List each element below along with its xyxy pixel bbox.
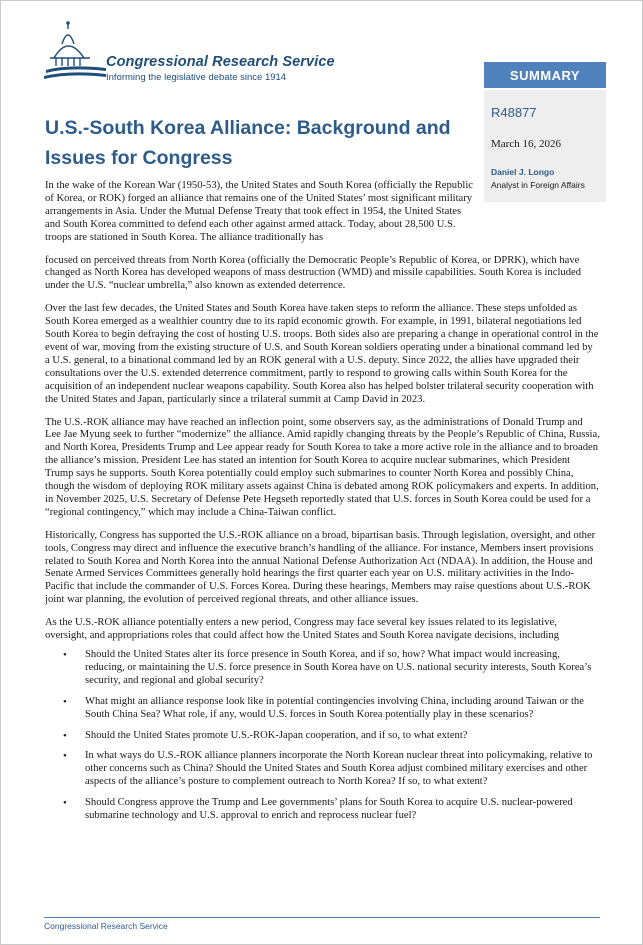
list-item: • What might an alliance response look like in potential contingencies involving China, including around Taiwan or the South China Sea? What role, if any, would U.S. forces in South Korea potentially play in these scenarios? — [85, 696, 600, 722]
paragraph-reforms: Over the last few decades, the United States and South Korea have taken steps to reform the alliance. These steps unfolded as South Korea emerged as a wealthier country due to its rapid economic growth. For example, in 1991, bilateral negotiations led South Korea to begin defraying the cost of hosting U.S. troops. Both sides also are preparing a change in operational control in the event of war, moving from the existing structure of U.S. and South Korean soldiers operating under a binational command led by a U.S. general, to a binational command led by an ROK general with a U.S. deputy. Since 2022, the allies have upgraded their consultations over the U.S. extended deterrence commitment, partly to respond to growing calls within South Korea for the acquisition of an independent nuclear weapons capability. South Korea also has helped bolster trilateral security cooperation with the United States and Japan, particularly since a trilateral summit at Camp David in 2023. — [45, 303, 599, 405]
issues-list — [45, 649, 600, 823]
paragraph-key-issues: As the U.S.-ROK alliance potentially enters a new period, Congress may face several key issues related to its legislative, oversight, and appropriations roles that could affect how the United States and South Korea navigate decisions, including — [45, 617, 560, 642]
list-item: • In what ways do U.S.-ROK alliance planners incorporate the North Korean nuclear threat into policymaking, relative to other concerns such as China? Should the United States and South Korea adjust combined military exercises and other aspects of the alliance’s posture to complement outreach to North Korea? If so, to what extent? — [85, 750, 600, 789]
paragraph-congress-role: Historically, Congress has supported the U.S.-ROK alliance on a broad, bipartisan basis. Through legislation, oversight, and other tools, Congress may direct and influence the executive branch’s handling of the alliance. For instance, Members insert provisions related to South Korea and North Korea into the annual National Defense Authorization Act (NDAA). In addition, the House and Senate Armed Services Committees generally hold hearings the first quarter each year on U.S. military activities in the Indo-Pacific that include the commander of U.S. Forces Korea. During these hearings, Members may raise questions about U.S.-ROK joint war planning, the evolution of perceived regional threats, and other alliance issues. — [45, 529, 596, 606]
paragraph-intro-continued: focused on perceived threats from North Korea (officially the Democratic People’s Republic of Korea, or DPRK), which have changed as North Korea has developed weapons of mass destruction (WMD) and missile capabilities. South Korea is included under the U.S. “nuclear umbrella,” also known as extended deterrence. — [45, 254, 582, 292]
report-number: R48877 — [491, 105, 537, 120]
page-title: U.S.-South Korea Alliance: Background and Issues for Congress — [45, 117, 451, 169]
list-item: • Should the United States alter its force presence in South Korea, and if so, how? What impact would increasing, reducing, or maintaining the U.S. force presence in South Korea have on U.S. national security interests, South Korea’s security, and regional and global security? — [85, 649, 600, 688]
paragraph-inflection-point: The U.S.-ROK alliance may have reached an inflection point, some observers say, as the administrations of Donald Trump and Lee Jae Myung seek to further “modernize” the alliance. Amid rapidly changing threats by the People’s Republic of China, Russia, and North Korea, Presidents Trump and Lee appear ready for South Korea to take a more active role in the alliance and to broaden the alliance’s mission. President Lee has stated an intention for South Korea to acquire nuclear submarines, which President Trump says he supports. South Korea potentially could employ such submarines to counter North Korea and possibly China, though the wisdom of deploying ROK military assets against China is debated among ROK policymakers and experts. In addition, in November 2025, U.S. Secretary of Defense Pete Hegseth reportedly stated that U.S. forces in South Korea could be used for a “regional contingency,” which may include a China-Taiwan conflict. — [45, 416, 600, 518]
list-item: • Should the United States promote U.S.-ROK-Japan cooperation, and if so, to what extent? — [85, 730, 600, 743]
author-title: Analyst in Foreign Affairs — [491, 180, 585, 190]
summary-body — [45, 180, 600, 831]
capitol-dome-icon — [44, 20, 108, 86]
paragraph-intro: In the wake of the Korean War (1950-53), the United States and South Korea (officially the Republic of Korea, or ROK) forged an alliance that remains one of the United States’ most significant military arrangements in Asia. Under the Mutual Defense Treaty that took effect in 1954, the United States and South Korea committed to defend each other against armed attack. Today, about 28,500 U.S. troops are stationed in South Korea. The alliance traditionally has — [45, 180, 473, 243]
footer-org-name: Congressional Research Service — [44, 921, 168, 931]
logo-tagline: Informing the legislative debate since 1914 — [106, 72, 287, 83]
crs-logo — [44, 20, 344, 90]
author-name[interactable]: Daniel J. Longo — [491, 167, 555, 177]
report-date: March 16, 2026 — [491, 138, 561, 150]
footer-divider — [44, 917, 600, 918]
summary-label: SUMMARY — [484, 62, 606, 88]
logo-org-name: Congressional Research Service — [106, 54, 335, 70]
list-item: • Should Congress approve the Trump and Lee governments’ plans for South Korea to acquire U.S. nuclear-powered submarine technology and U.S. approval to enrich and reprocess nuclear fuel? — [85, 797, 600, 823]
